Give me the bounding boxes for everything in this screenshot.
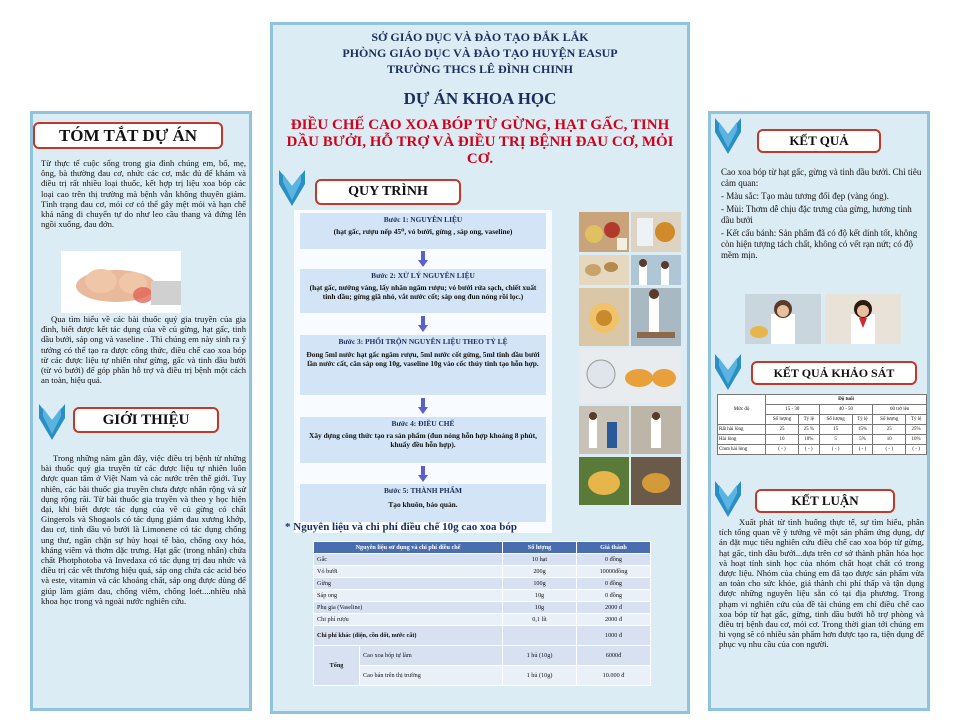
conclusion-paragraph: Xuất phát từ tình huống thực tế, sự tìm hiểu, phân tích tổng quan về ý tưởng về một sản phẩm ứng dụng, dự án đặt mục tiêu nghiên cứu điều chế cao xoa bóp từ gừng, hạt gấc, tinh dầu bưởi...dựa trên cơ sở thành phần hóa học và hoạt tính sinh học của nhóm chất hoạt chất có trong được liệu. Nhóm của chúng em đã tạo được sản phẩm vừa an toàn cho sức khỏe, giá thành chi phí thấp và tận dụng được những nguyên liệu sẵn có tại địa phương. Trong phạm vi nghiên cứu của đề tài chúng em chỉ điều chế cao xoa bóp từ hạt gấc, gừng, tinh dầu bưởi hỗ trợ phòng và điều trị bệnh đau cơ, mỏi cơ. Trong thời gian tới chúng em hi vọng sẽ có nhiều sản phẩm hơn được tạo ra, tiện dụng để phục vụ nhu cầu của con người. <box>719 517 924 650</box>
summary-paragraph-2: Qua tìm hiểu về các bài thuốc quý gia truyền của gia đình, biết được kết tác dụng của về củ gừng, hạt gấc, tinh dầu bưởi, sáp ong và vaseline . Thì chúng em này sinh ra ý tưởng có thể tạo ra được công thức, điều chế cao xoa bóp từ các được liệu tự nhiên như gừng, gấc và tinh dầu bưởi (từ vỏ bưởi) để góp phần hỗ trợ và điều trị bệnh một cách an toàn, hiệu quả. <box>41 314 246 386</box>
survey-cell: Hài lòng <box>718 435 766 445</box>
cost-cell: 200g <box>503 566 577 578</box>
table-row <box>314 614 651 626</box>
survey-criteria-header: Mức độ <box>718 395 766 425</box>
cost-total-label: Tổng <box>314 646 360 686</box>
cost-cell: 100g <box>503 578 577 590</box>
process-flowchart <box>294 210 552 533</box>
student-product-photo-1 <box>745 294 821 344</box>
product-photo-2 <box>631 457 681 505</box>
survey-cell: ( - ) <box>873 445 906 455</box>
intro-chevron-icon <box>39 404 65 440</box>
cost-header-material: Nguyên liệu sử dụng và chi phí điều chế <box>314 542 503 554</box>
step-5-title: Bước 5: THÀNH PHẨM <box>384 486 462 495</box>
survey-cell: 25 <box>873 425 906 435</box>
cost-cell: Gừng <box>314 578 503 590</box>
cost-cell: Chi phí rượu <box>314 614 503 626</box>
survey-age-group: 15 - 30 <box>766 405 820 415</box>
cost-cell: Cao bán trên thị trường <box>360 666 503 686</box>
ingredients-photo-2 <box>631 212 681 252</box>
cost-cell: Vỏ bưởi <box>314 566 503 578</box>
result-line: - Màu sắc: Tạo màu tương đối đẹp (vàng óng). <box>721 191 889 201</box>
step-4-text: Xây dựng công thức tạo ra sản phẩm (đun nóng hỗn hợp khoảng 8 phút, khuấy đều hỗn hợp). <box>309 431 537 449</box>
step-5-text: Tạo khuôn, bảo quản. <box>388 500 458 509</box>
cost-cell: 1 hủ (10g) <box>503 666 577 686</box>
step-3-text: Đong 5ml nước hạt gấc ngâm rượu, 5ml nước cốt gừng, 5ml tinh dầu bưởi lần nước cất, cân sáp ong 10g, vaseline 10g vào cốc thủy tinh tạo hỗn hợp. <box>306 350 540 368</box>
survey-cell: 25 % <box>798 425 819 435</box>
arrow-down-icon <box>418 316 428 332</box>
table-row <box>314 590 651 602</box>
cost-cell <box>503 626 577 646</box>
cost-caption: * Nguyên liệu và chi phí điều chế 10g cao xoa bóp <box>285 521 517 533</box>
cost-cell: Cao xoa bóp tự làm <box>360 646 503 666</box>
project-title: ĐIỀU CHẾ CAO XOA BÓP TỪ GỪNG, HẠT GẤC, TINH DẦU BƯỞI, HỖ TRỢ VÀ ĐIỀU TRỊ BỆNH ĐAU CƠ, MỎI CƠ. <box>286 117 674 167</box>
result-line: - Kết cấu bánh: Sản phẩm đã có độ kết dính tốt, không còn hiện tượng tách chất, không có vết rạn nứt; có độ mềm mịn. <box>721 228 918 260</box>
step-5 <box>300 484 546 522</box>
survey-table <box>717 394 927 455</box>
survey-cell: ( - ) <box>766 445 799 455</box>
lab-photo <box>631 288 681 346</box>
cost-cell: 0 đồng <box>577 578 651 590</box>
cost-cell: 2000 đ <box>577 602 651 614</box>
result-title: KẾT QUẢ <box>757 129 881 153</box>
table-row <box>718 445 927 455</box>
survey-cell: 5% <box>852 435 873 445</box>
survey-cell: 15% <box>852 425 873 435</box>
survey-sub-header: Số lượng <box>766 415 799 425</box>
survey-cell: ( - ) <box>798 445 819 455</box>
mixing-photo <box>579 288 629 346</box>
cost-cell: Chi phí khác (điện, cồn đốt, nước cất) <box>314 626 503 646</box>
survey-cell: ( - ) <box>819 445 852 455</box>
arrow-down-icon <box>418 466 428 482</box>
cost-cell: 2000 đ <box>577 614 651 626</box>
survey-cell: 15 <box>819 425 852 435</box>
students-photo <box>631 255 681 285</box>
step-3 <box>300 335 546 395</box>
survey-cell: 25 <box>766 425 799 435</box>
survey-cell: 10 <box>873 435 906 445</box>
cost-cell: 6000đ <box>577 646 651 666</box>
intro-title: GIỚI THIỆU <box>73 407 219 433</box>
heating-photo <box>579 348 681 403</box>
table-row <box>314 602 651 614</box>
step-4-title: Bước 4: ĐIỀU CHẾ <box>391 419 455 428</box>
table-row <box>314 566 651 578</box>
summary-paragraph-1: Từ thực tế cuộc sống trong gia đình chúng em, bố, mẹ, ông, bà thường đau cơ, nhức các cơ, mắc đủ để khám và điều trị rất nhiều loại thuốc, kết hợp trị liệu xoa bóp các loại cao trên thị trường mà bệnh vẫn không thuyên giảm. Tình trạng đau cơ, mỏi cơ có thể gây mệt mỏi và hạn chế khả năng di chuyển tự do như leo cầu thang và đứng lên ngồi xuống, đau đớn. <box>41 158 246 230</box>
knee-pain-photo <box>61 251 181 313</box>
school-name: TRƯỜNG THCS LÊ ĐÌNH CHINH <box>386 62 574 76</box>
table-row <box>718 425 927 435</box>
table-row <box>314 646 651 666</box>
step-1-text: (hạt gấc, rượu nếp 45⁰, vỏ bưởi, gừng , sáp ong, vaseline) <box>333 227 513 236</box>
table-header-row <box>314 542 651 554</box>
department-line-2: PHÒNG GIÁO DỤC VÀ ĐÀO TẠO HUYỆN EASUP <box>342 46 618 60</box>
center-panel <box>270 22 690 714</box>
survey-age-group: 60 trở lên <box>873 405 927 415</box>
summary-title: TÓM TẮT DỰ ÁN <box>33 122 223 149</box>
test-photo-1 <box>579 406 629 454</box>
cost-header-price: Giá thành <box>577 542 651 554</box>
table-row <box>718 395 927 405</box>
table-row <box>314 554 651 566</box>
cost-cell: 10.000 đ <box>577 666 651 686</box>
conclusion-chevron-icon <box>715 481 741 517</box>
arrow-down-icon <box>418 251 428 267</box>
survey-cell: 10% <box>798 435 819 445</box>
step-3-title: Bước 3: PHỐI TRỘN NGUYÊN LIỆU THEO TỶ LỆ <box>338 337 508 346</box>
table-row <box>718 435 927 445</box>
survey-cell: ( - ) <box>906 445 927 455</box>
survey-chevron-icon <box>715 354 741 390</box>
survey-cell: 5 <box>819 435 852 445</box>
step-1-title: Bước 1: NGUYÊN LIỆU <box>383 215 463 224</box>
cost-cell: 1000 đ <box>577 626 651 646</box>
conclusion-title: KẾT LUẬN <box>755 489 895 513</box>
cost-cell: 1 hủ (10g) <box>503 646 577 666</box>
process-title: QUY TRÌNH <box>315 179 461 205</box>
step-4 <box>300 417 546 463</box>
cost-header-quantity: Số lượng <box>503 542 577 554</box>
survey-cell: 25% <box>906 425 927 435</box>
survey-sub-header: Tỷ lệ <box>852 415 873 425</box>
result-line: Cao xoa bóp từ hạt gấc, gừng và tinh dầu bưởi. Chỉ tiêu cảm quan: <box>721 167 922 188</box>
cost-cell: 10g <box>503 590 577 602</box>
cost-cell: 0,1 lít <box>503 614 577 626</box>
cost-cell: Gấc <box>314 554 503 566</box>
survey-title: KẾT QUẢ KHẢO SÁT <box>751 361 917 385</box>
left-panel <box>30 111 252 711</box>
student-product-photo-2 <box>825 294 901 344</box>
step-2-title: Bước 2: XỬ LÝ NGUYÊN LIỆU <box>371 271 475 280</box>
survey-sub-header: Số lượng <box>873 415 906 425</box>
project-label: DỰ ÁN KHOA HỌC <box>403 89 557 108</box>
cost-cell: 10 hạt <box>503 554 577 566</box>
survey-cell: ( - ) <box>852 445 873 455</box>
cost-cell: 10000đồng <box>577 566 651 578</box>
ingredients-photo <box>579 212 629 252</box>
cost-table <box>313 541 651 686</box>
department-line-1: SỞ GIÁO DỤC VÀ ĐÀO TẠO ĐẮK LẮK <box>371 30 589 44</box>
table-row <box>314 626 651 646</box>
survey-cell: Chưa hài lòng <box>718 445 766 455</box>
table-row <box>314 578 651 590</box>
result-line: - Mùi: Thơm dễ chịu đặc trưng của gừng, hương tinh dầu bưởi <box>721 204 912 225</box>
survey-sub-header: Số lượng <box>819 415 852 425</box>
arrow-down-icon <box>418 398 428 414</box>
survey-age-group: 40 - 50 <box>819 405 873 415</box>
process-chevron-icon <box>279 170 305 206</box>
cost-cell: Phụ gia (Vaseline) <box>314 602 503 614</box>
test-photo-2 <box>631 406 681 454</box>
step-1 <box>300 213 546 249</box>
survey-sub-header: Tỷ lệ <box>798 415 819 425</box>
result-chevron-icon <box>715 118 741 154</box>
table-row <box>314 666 651 686</box>
survey-cell: Rất hài lòng <box>718 425 766 435</box>
intro-paragraph: Trong những năm gần đây, việc điều trị bệnh từ những bài thuốc quý gia truyền từ các được liệu tự nhiên luôn được quan tâm ở Việt Nam và các nước trên thế giới. Tuy nhiên, các bài thuốc gia truyền chưa được nhân rộng và sử dụng rộng rãi. Từ bài thuốc gia truyền và theo y học hiện đại, khi biết được tác dụng của về củ gừng có chất Gingerols và Shogaols có tác dụng giảm đau xương khớp, đau cơ, tinh dầu vỏ bưởi là Limonene có tác dụng chống ung thư, ngăn chặn sự hủy hoại tế bào, chống oxy hóa, kháng viêm và thơm dặc trưng. Hạt gấc (trong nhân) chứa chất Photphotoba và Invedaxa có tác dụng trị đau nhức và điều trị các vết thương hiệu quả, sáp ong chứa các acid béo và este, vitamin và các khoáng chất, sáp ong được dùng để giúp làm giảm đau, chống viêm, chống loét....nhiều nhà khoa học trong và ngoài nước nghiên cứu. <box>41 453 246 606</box>
cost-cell: Sáp ong <box>314 590 503 602</box>
right-panel <box>708 111 930 711</box>
step-2-text: (hạt gấc, nướng vàng, lấy nhân ngâm rượu; vỏ bưởi rửa sạch, chiết xuất tinh dầu; gừng giã nhỏ, vắt nước cốt; sáp ong đun nóng rồi lọc.) <box>309 283 537 301</box>
result-text <box>721 167 926 263</box>
survey-sub-header: Tỷ lệ <box>906 415 927 425</box>
product-photo-1 <box>579 457 629 505</box>
processing-photo <box>579 255 629 285</box>
step-2 <box>300 269 546 313</box>
survey-age-header: Độ tuổi <box>766 395 927 405</box>
cost-cell: 10g <box>503 602 577 614</box>
survey-cell: 10% <box>906 435 927 445</box>
survey-cell: 10 <box>766 435 799 445</box>
cost-cell: 0 đồng <box>577 554 651 566</box>
cost-cell: 0 đồng <box>577 590 651 602</box>
